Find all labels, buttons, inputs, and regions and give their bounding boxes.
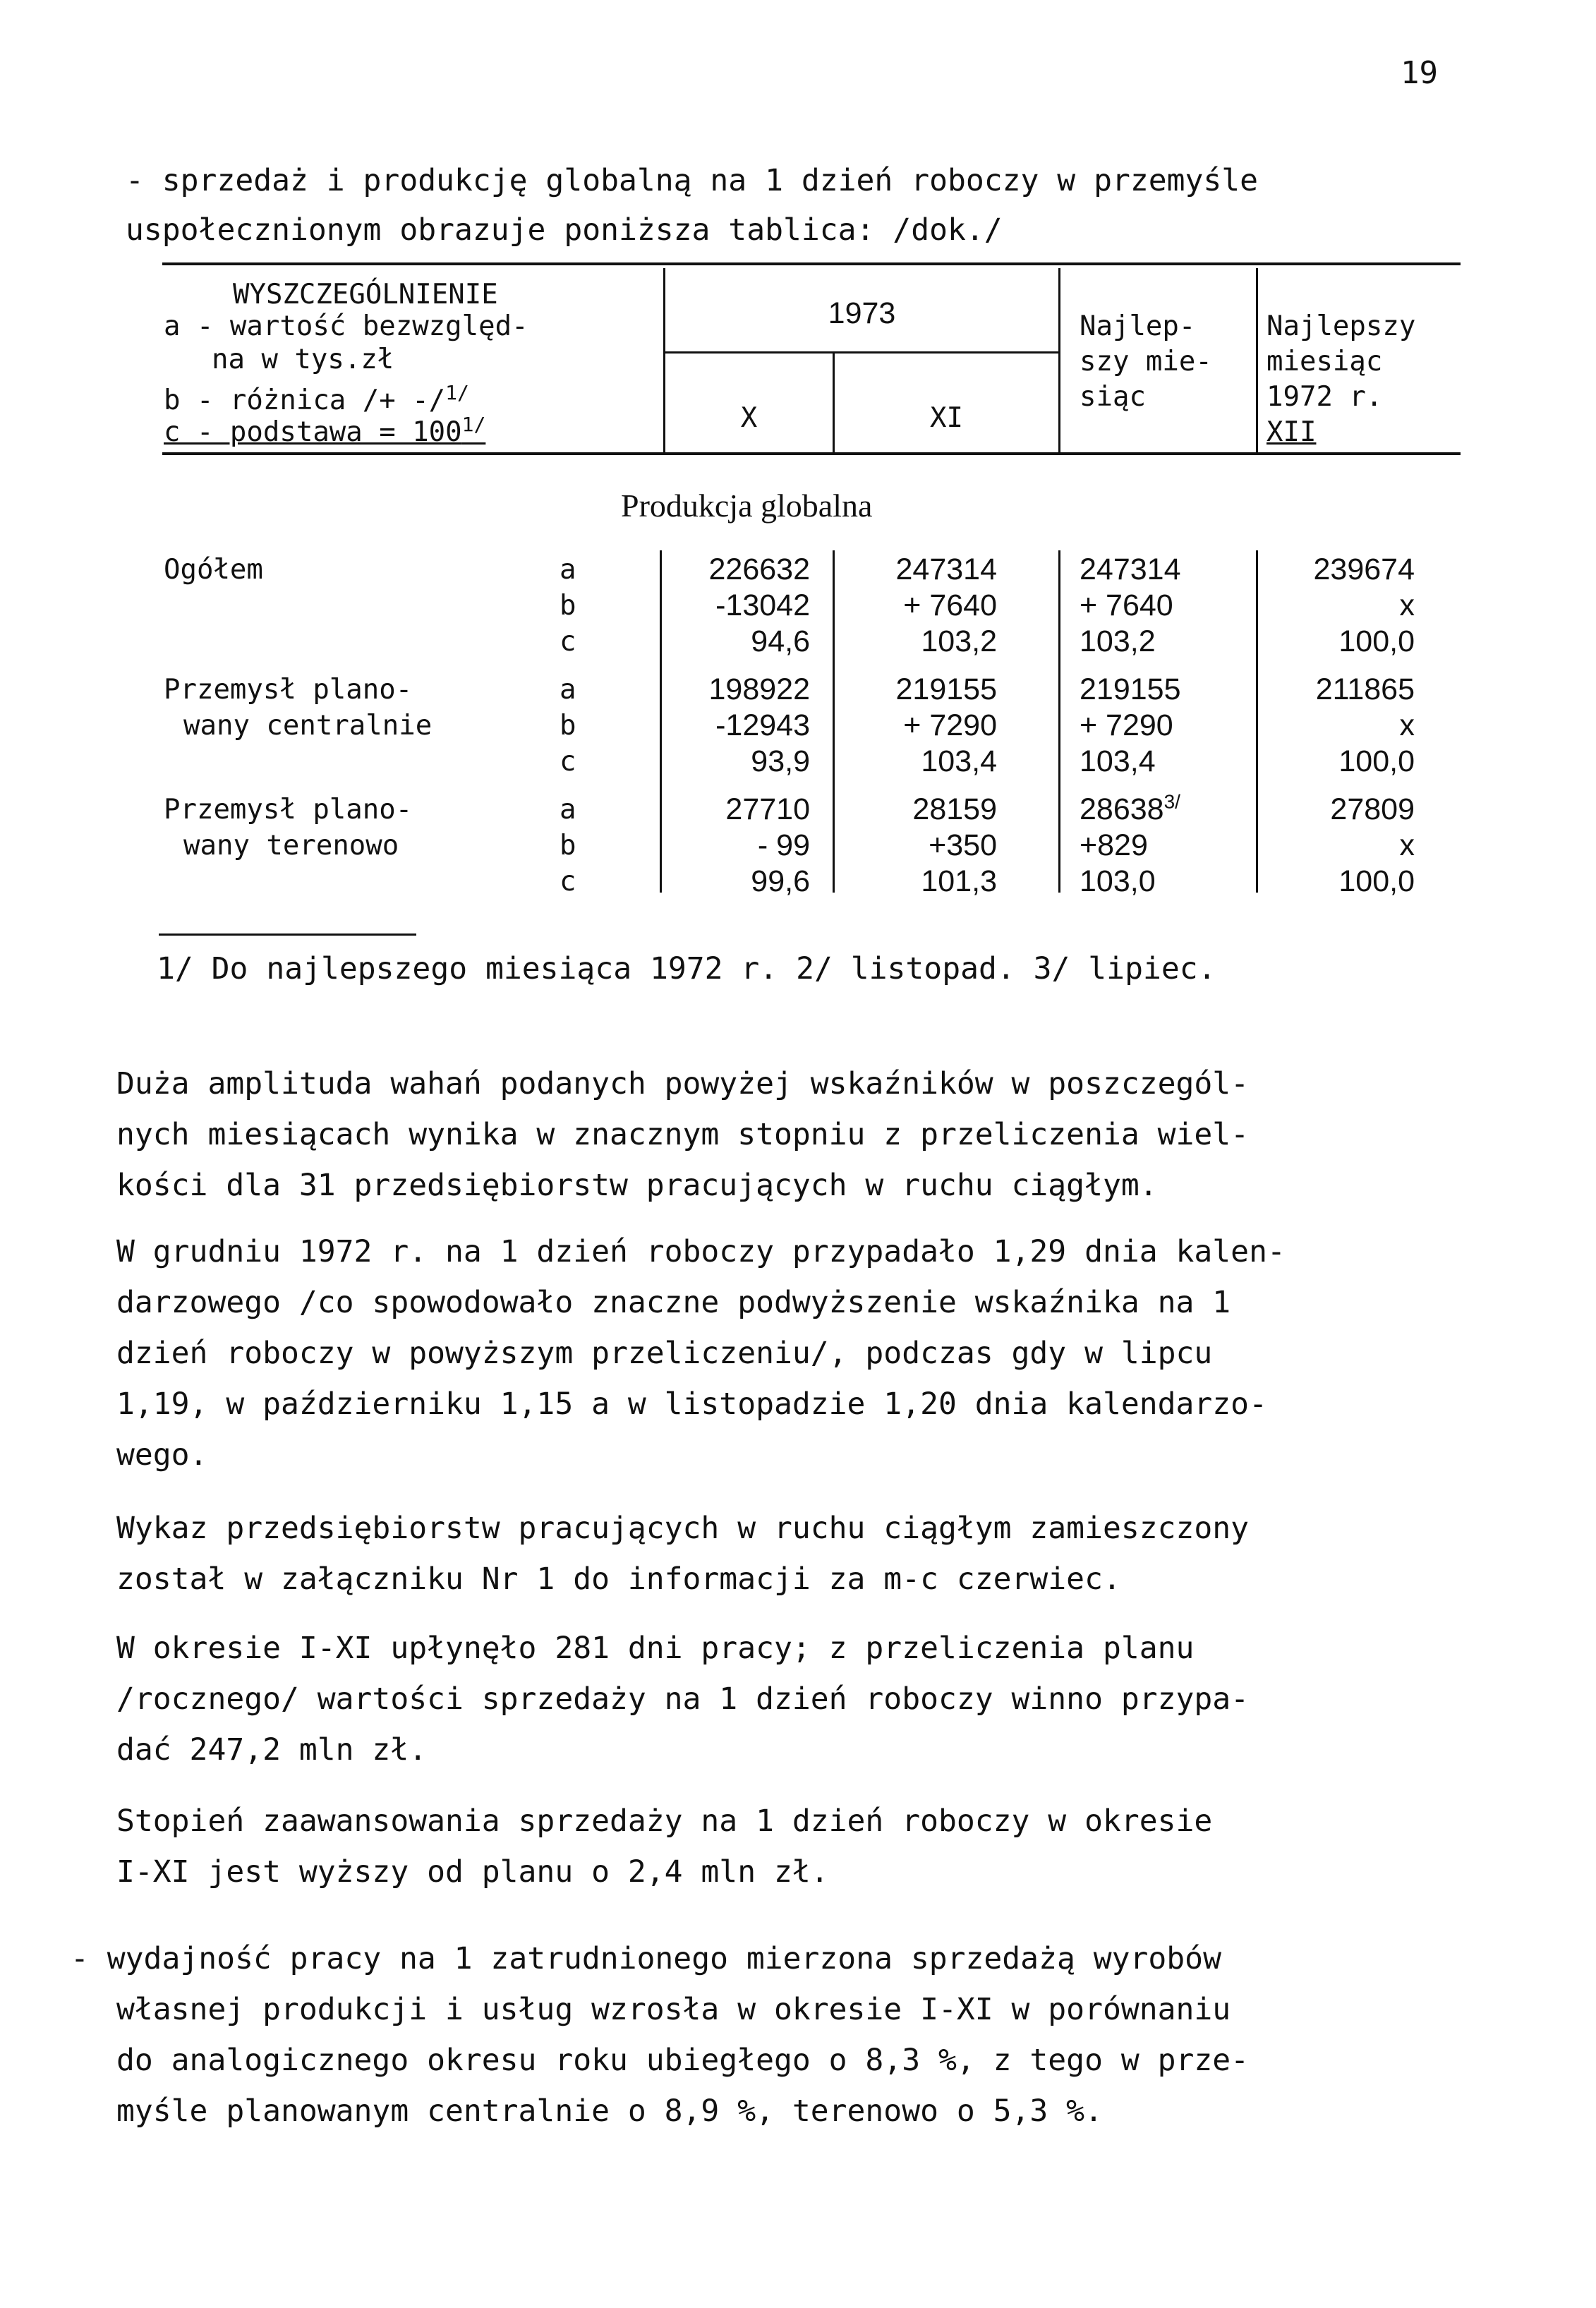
row-code: a bbox=[560, 554, 576, 586]
intro-line-1: - sprzedaż i produkcję globalną na 1 dzień roboczy w przemyśle bbox=[126, 163, 1259, 198]
text-line: Duża amplituda wahań podanych powyżej wskaźników w poszczegól- bbox=[116, 1066, 1250, 1101]
text-line: Stopień zaawansowania sprzedaży na 1 dzień roboczy w okresie bbox=[116, 1803, 1213, 1839]
paragraph-4 bbox=[116, 1623, 1457, 1775]
text-line: dać 247,2 mln zł. bbox=[116, 1732, 428, 1768]
paragraph-1 bbox=[116, 1058, 1457, 1211]
cell-xi: 28159 bbox=[912, 792, 997, 826]
year-header: 1973 bbox=[828, 296, 896, 330]
cell-x: -13042 bbox=[715, 588, 810, 622]
cell-xi: 103,2 bbox=[921, 624, 997, 658]
cell-best72: x bbox=[1399, 588, 1415, 622]
legend-b-footnote: 1/ bbox=[445, 381, 469, 404]
cell-xi: + 7290 bbox=[903, 708, 997, 742]
cell-best-value: +829 bbox=[1080, 828, 1148, 862]
cell-x: 226632 bbox=[708, 552, 810, 586]
paragraph-2 bbox=[116, 1226, 1457, 1480]
cell-best72: 211865 bbox=[1315, 672, 1415, 706]
legend-title: WYSZCZEGÓLNIENIE bbox=[233, 279, 498, 310]
cell-best-value: 103,0 bbox=[1080, 864, 1156, 898]
cell-x: 94,6 bbox=[751, 624, 810, 658]
cell-best-footnote: 3/ bbox=[1163, 790, 1180, 813]
cell-best72: x bbox=[1399, 828, 1415, 862]
paragraph-6 bbox=[71, 1933, 1411, 2137]
legend-b: b - różnica /+ -/ bbox=[164, 385, 446, 416]
cell-xi: 219155 bbox=[895, 672, 997, 706]
cell-x: 27710 bbox=[725, 792, 810, 826]
cell-best-value: 28638 bbox=[1080, 792, 1164, 826]
cell-best-value: 247314 bbox=[1080, 552, 1181, 586]
cell-x: 93,9 bbox=[751, 744, 810, 778]
text-line: W okresie I-XI upłynęło 281 dni pracy; z przeliczenia planu bbox=[116, 1631, 1195, 1666]
legend-c: c - podstawa = 100 bbox=[164, 416, 462, 448]
row-code: b bbox=[560, 830, 576, 862]
legend-a: a - wartość bezwzględ- bbox=[164, 310, 528, 342]
cell-best-value: 103,2 bbox=[1080, 624, 1156, 658]
cell-best bbox=[1080, 708, 1173, 743]
text-line: został w załączniku Nr 1 do informacji za m-c czerwiec. bbox=[116, 1561, 1121, 1597]
col-header-best-1: Najlep- bbox=[1080, 310, 1196, 342]
cell-x: 198922 bbox=[708, 672, 810, 706]
cell-best-value: 219155 bbox=[1080, 672, 1181, 706]
cell-xi: + 7640 bbox=[903, 588, 997, 622]
text-line: własnej produkcji i usług wzrosła w okresie I-XI w porównaniu bbox=[116, 1992, 1231, 2027]
row-code: c bbox=[560, 866, 576, 898]
cell-best bbox=[1080, 588, 1173, 623]
row-code: a bbox=[560, 794, 576, 826]
cell-best bbox=[1080, 828, 1148, 863]
text-line: wego. bbox=[116, 1437, 208, 1473]
cell-best72: 239674 bbox=[1313, 552, 1415, 586]
section-title: Produkcja globalna bbox=[621, 488, 873, 524]
cell-best bbox=[1080, 864, 1156, 899]
cell-best72: 100,0 bbox=[1338, 624, 1415, 658]
cell-best72: x bbox=[1399, 708, 1415, 742]
cell-best bbox=[1080, 672, 1181, 707]
text-line: 1,19, w październiku 1,15 a w listopadzie 1,20 dnia kalendarzo- bbox=[116, 1386, 1267, 1422]
cell-x: 99,6 bbox=[751, 864, 810, 898]
footnote: 1/ Do najlepszego miesiąca 1972 r. 2/ listopad. 3/ lipiec. bbox=[157, 951, 1216, 986]
cell-best-value: + 7640 bbox=[1080, 588, 1173, 622]
legend-a-unit: na w tys.zł bbox=[212, 344, 394, 375]
text-line: myśle planowanym centralnie o 8,9 %, terenowo o 5,3 %. bbox=[116, 2093, 1103, 2129]
row-code: b bbox=[560, 590, 576, 622]
cell-xi: +350 bbox=[929, 828, 997, 862]
text-line: - wydajność pracy na 1 zatrudnionego mierzona sprzedażą wyrobów bbox=[71, 1941, 1221, 1976]
cell-x: - 99 bbox=[757, 828, 810, 862]
row-group-name-cont: wany centralnie bbox=[183, 710, 433, 742]
cell-best bbox=[1080, 792, 1180, 827]
text-line: nych miesiącach wynika w znacznym stopniu z przeliczenia wiel- bbox=[116, 1117, 1250, 1152]
paragraph-3 bbox=[116, 1503, 1457, 1605]
cell-best bbox=[1080, 744, 1156, 779]
text-line: dzień roboczy w powyższym przeliczeniu/, podczas gdy w lipcu bbox=[116, 1336, 1213, 1371]
text-line: kości dla 31 przedsiębiorstw pracujących w ruchu ciągłym. bbox=[116, 1168, 1158, 1203]
cell-best-value: 103,4 bbox=[1080, 744, 1156, 778]
col-header-best72-2: miesiąc bbox=[1266, 346, 1383, 377]
cell-best72: 27809 bbox=[1330, 792, 1415, 826]
cell-best-value: + 7290 bbox=[1080, 708, 1173, 742]
col-header-best72-1: Najlepszy bbox=[1266, 310, 1416, 342]
row-code: c bbox=[560, 626, 576, 658]
text-line: darzowego /co spowodowało znaczne podwyższenie wskaźnika na 1 bbox=[116, 1285, 1231, 1320]
cell-best72: 100,0 bbox=[1338, 744, 1415, 778]
cell-best72: 100,0 bbox=[1338, 864, 1415, 898]
row-group-name-cont: wany terenowo bbox=[183, 830, 399, 862]
paragraph-5 bbox=[116, 1796, 1457, 1897]
col-header-x: X bbox=[740, 402, 758, 434]
row-code: b bbox=[560, 710, 576, 742]
text-line: /rocznego/ wartości sprzedaży na 1 dzień roboczy winno przypa- bbox=[116, 1681, 1250, 1717]
col-header-xi: XI bbox=[930, 402, 963, 434]
row-group-name: Przemysł plano- bbox=[164, 794, 413, 826]
cell-best bbox=[1080, 624, 1156, 659]
col-header-best-2: szy mie- bbox=[1080, 346, 1212, 377]
col-header-best-3: siąc bbox=[1080, 381, 1146, 413]
text-line: I-XI jest wyższy od planu o 2,4 mln zł. bbox=[116, 1854, 829, 1890]
row-code: a bbox=[560, 674, 576, 706]
page-number: 19 bbox=[1401, 55, 1438, 91]
row-code: c bbox=[560, 746, 576, 778]
intro-line-2: uspołecznionym obrazuje poniższa tablica: /dok./ bbox=[126, 212, 1003, 248]
col-header-best72-3: 1972 r. bbox=[1266, 381, 1383, 413]
text-line: Wykaz przedsiębiorstw pracujących w ruchu ciągłym zamieszczony bbox=[116, 1511, 1250, 1546]
col-header-best72-4: XII bbox=[1266, 416, 1317, 448]
cell-xi: 247314 bbox=[895, 552, 997, 586]
text-line: W grudniu 1972 r. na 1 dzień roboczy przypadało 1,29 dnia kalen- bbox=[116, 1234, 1286, 1269]
cell-best bbox=[1080, 552, 1181, 587]
row-group-name: Ogółem bbox=[164, 554, 263, 586]
legend-c-footnote: 1/ bbox=[461, 413, 486, 436]
cell-x: -12943 bbox=[715, 708, 810, 742]
row-group-name: Przemysł plano- bbox=[164, 674, 413, 706]
text-line: do analogicznego okresu roku ubiegłego o 8,3 %, z tego w prze- bbox=[116, 2043, 1250, 2078]
cell-xi: 101,3 bbox=[921, 864, 997, 898]
cell-xi: 103,4 bbox=[921, 744, 997, 778]
